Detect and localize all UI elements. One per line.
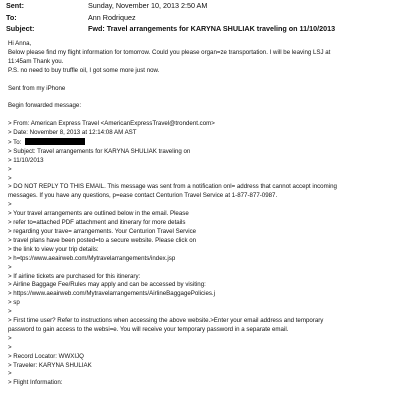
body-line <box>8 129 396 138</box>
body-line-text: > Date: November 8, 2013 at 12:14:08 AM AST <box>8 129 137 137</box>
body-line-text: P.S. no need to buy truffle oil, I got some more just now. <box>8 66 160 74</box>
body-line-text: > the link to view your trip details: <box>8 245 99 253</box>
body-line-text: > First time user? Refer to instructions when accessing the above website.>Enter your email address and temporary <box>8 317 324 325</box>
body-line <box>8 362 396 371</box>
body-line <box>8 326 396 335</box>
body-line-text: > 11/10/2013 <box>8 156 44 164</box>
body-line <box>8 317 396 326</box>
body-line-text: > <box>8 308 12 316</box>
sent-value: Sunday, November 10, 2013 2:50 AM <box>88 1 208 10</box>
to-label: To: <box>6 13 17 22</box>
body-line-text: Below please find my flight information for tomorrow. Could you please organ=ze transportation. I will be leaving LSJ at <box>8 48 331 56</box>
body-line <box>8 201 396 210</box>
subject-label: Subject: <box>6 24 35 33</box>
body-line <box>8 120 396 129</box>
body-line <box>8 111 396 120</box>
body-line-text: > Record Locator: WWXIJQ <box>8 352 84 360</box>
redaction-box <box>25 138 85 145</box>
body-line <box>8 246 396 255</box>
body-line-text: messages. If you have any questions, p=ease contact Centurion Travel Service at 1-877-877-0987. <box>8 192 278 200</box>
body-line <box>8 344 396 353</box>
body-line <box>8 273 396 282</box>
body-line <box>8 299 396 308</box>
body-line-text: > Flight Information: <box>8 379 63 387</box>
body-line <box>8 264 396 273</box>
body-line-text: > <box>8 201 12 209</box>
body-line <box>8 290 396 299</box>
body-line-text: > https://www.aeairweb.com/Mytravelarrangements/AirlineBaggagePolicies.j <box>8 290 216 298</box>
body-line-text: > <box>8 343 12 351</box>
body-line-text: > travel plans have been posted=to a secure website. Please click on <box>8 236 197 244</box>
body-line <box>8 175 396 184</box>
body-line-text: 11:45am Thank you. <box>8 57 64 65</box>
body-line <box>8 379 396 388</box>
body-line-text: > <box>8 174 12 182</box>
body-line-text: > refer to=attached PDF attachment and itinerary for more details <box>8 219 186 227</box>
body-line-text: > DO NOT REPLY TO THIS EMAIL. This message was sent from a notification onl= address that cannot accept incoming <box>8 183 337 191</box>
body-line <box>8 219 396 228</box>
body-line <box>8 210 396 219</box>
body-line <box>8 76 396 85</box>
body-line <box>8 138 396 148</box>
body-line-text: > <box>8 334 12 342</box>
body-line <box>8 353 396 362</box>
body-line <box>8 148 396 157</box>
body-line-text: > <box>8 263 12 271</box>
body-line-text: > <box>8 370 12 378</box>
body-line-text: > To: <box>8 138 24 146</box>
body-line-text: > <box>8 165 12 173</box>
body-line <box>8 255 396 264</box>
email-body <box>8 40 396 388</box>
body-line <box>8 49 396 58</box>
body-line-text: Hi Anna, <box>8 40 32 47</box>
subject-value: Fwd: Travel arrangements for KARYNA SHULIAK traveling on 11/10/2013 <box>88 24 336 33</box>
body-line <box>8 228 396 237</box>
body-line <box>8 281 396 290</box>
body-line-text: > Subject: Travel arrangements for KARYNA SHULIAK traveling on <box>8 147 191 155</box>
body-line <box>8 67 396 76</box>
body-line-text: > regarding your trave= arrangements. Your Centurion Travel Service <box>8 227 197 235</box>
body-line-text: > If airline tickets are purchased for this itinerary: <box>8 272 141 280</box>
body-line-text: > Airline Baggage Fee/Rules may apply and can be accessed by visiting: <box>8 281 206 289</box>
body-line-text: > Traveler: KARYNA SHULIAK <box>8 361 92 369</box>
body-line-text: password to gain access to the websi=e. You will receive your temporary password in a separate email. <box>8 325 289 333</box>
body-line <box>8 166 396 175</box>
body-line-text: > sp <box>8 299 20 307</box>
body-line <box>8 93 396 102</box>
body-line <box>8 335 396 344</box>
body-line <box>8 192 396 201</box>
body-line <box>8 183 396 192</box>
body-line <box>8 58 396 67</box>
sent-label: Sent: <box>6 1 24 10</box>
body-line-text: Sent from my iPhone <box>8 84 66 92</box>
body-line-text: Begin forwarded message: <box>8 102 82 110</box>
body-line <box>8 157 396 166</box>
body-line <box>8 102 396 111</box>
to-value: Ann Rodriquez <box>88 13 136 22</box>
body-line-text: > h=tps://www.aeairweb.com/Mytravelarrangements/index.jsp <box>8 254 176 262</box>
body-line <box>8 237 396 246</box>
body-line <box>8 85 396 94</box>
body-line <box>8 308 396 317</box>
body-line <box>8 370 396 379</box>
body-line-text: > Your travel arrangements are outlined below in the email. Please <box>8 210 189 218</box>
body-line-text: > From: American Express Travel <AmericanExpressTravel@trondent.com> <box>8 120 215 128</box>
body-line <box>8 40 396 49</box>
